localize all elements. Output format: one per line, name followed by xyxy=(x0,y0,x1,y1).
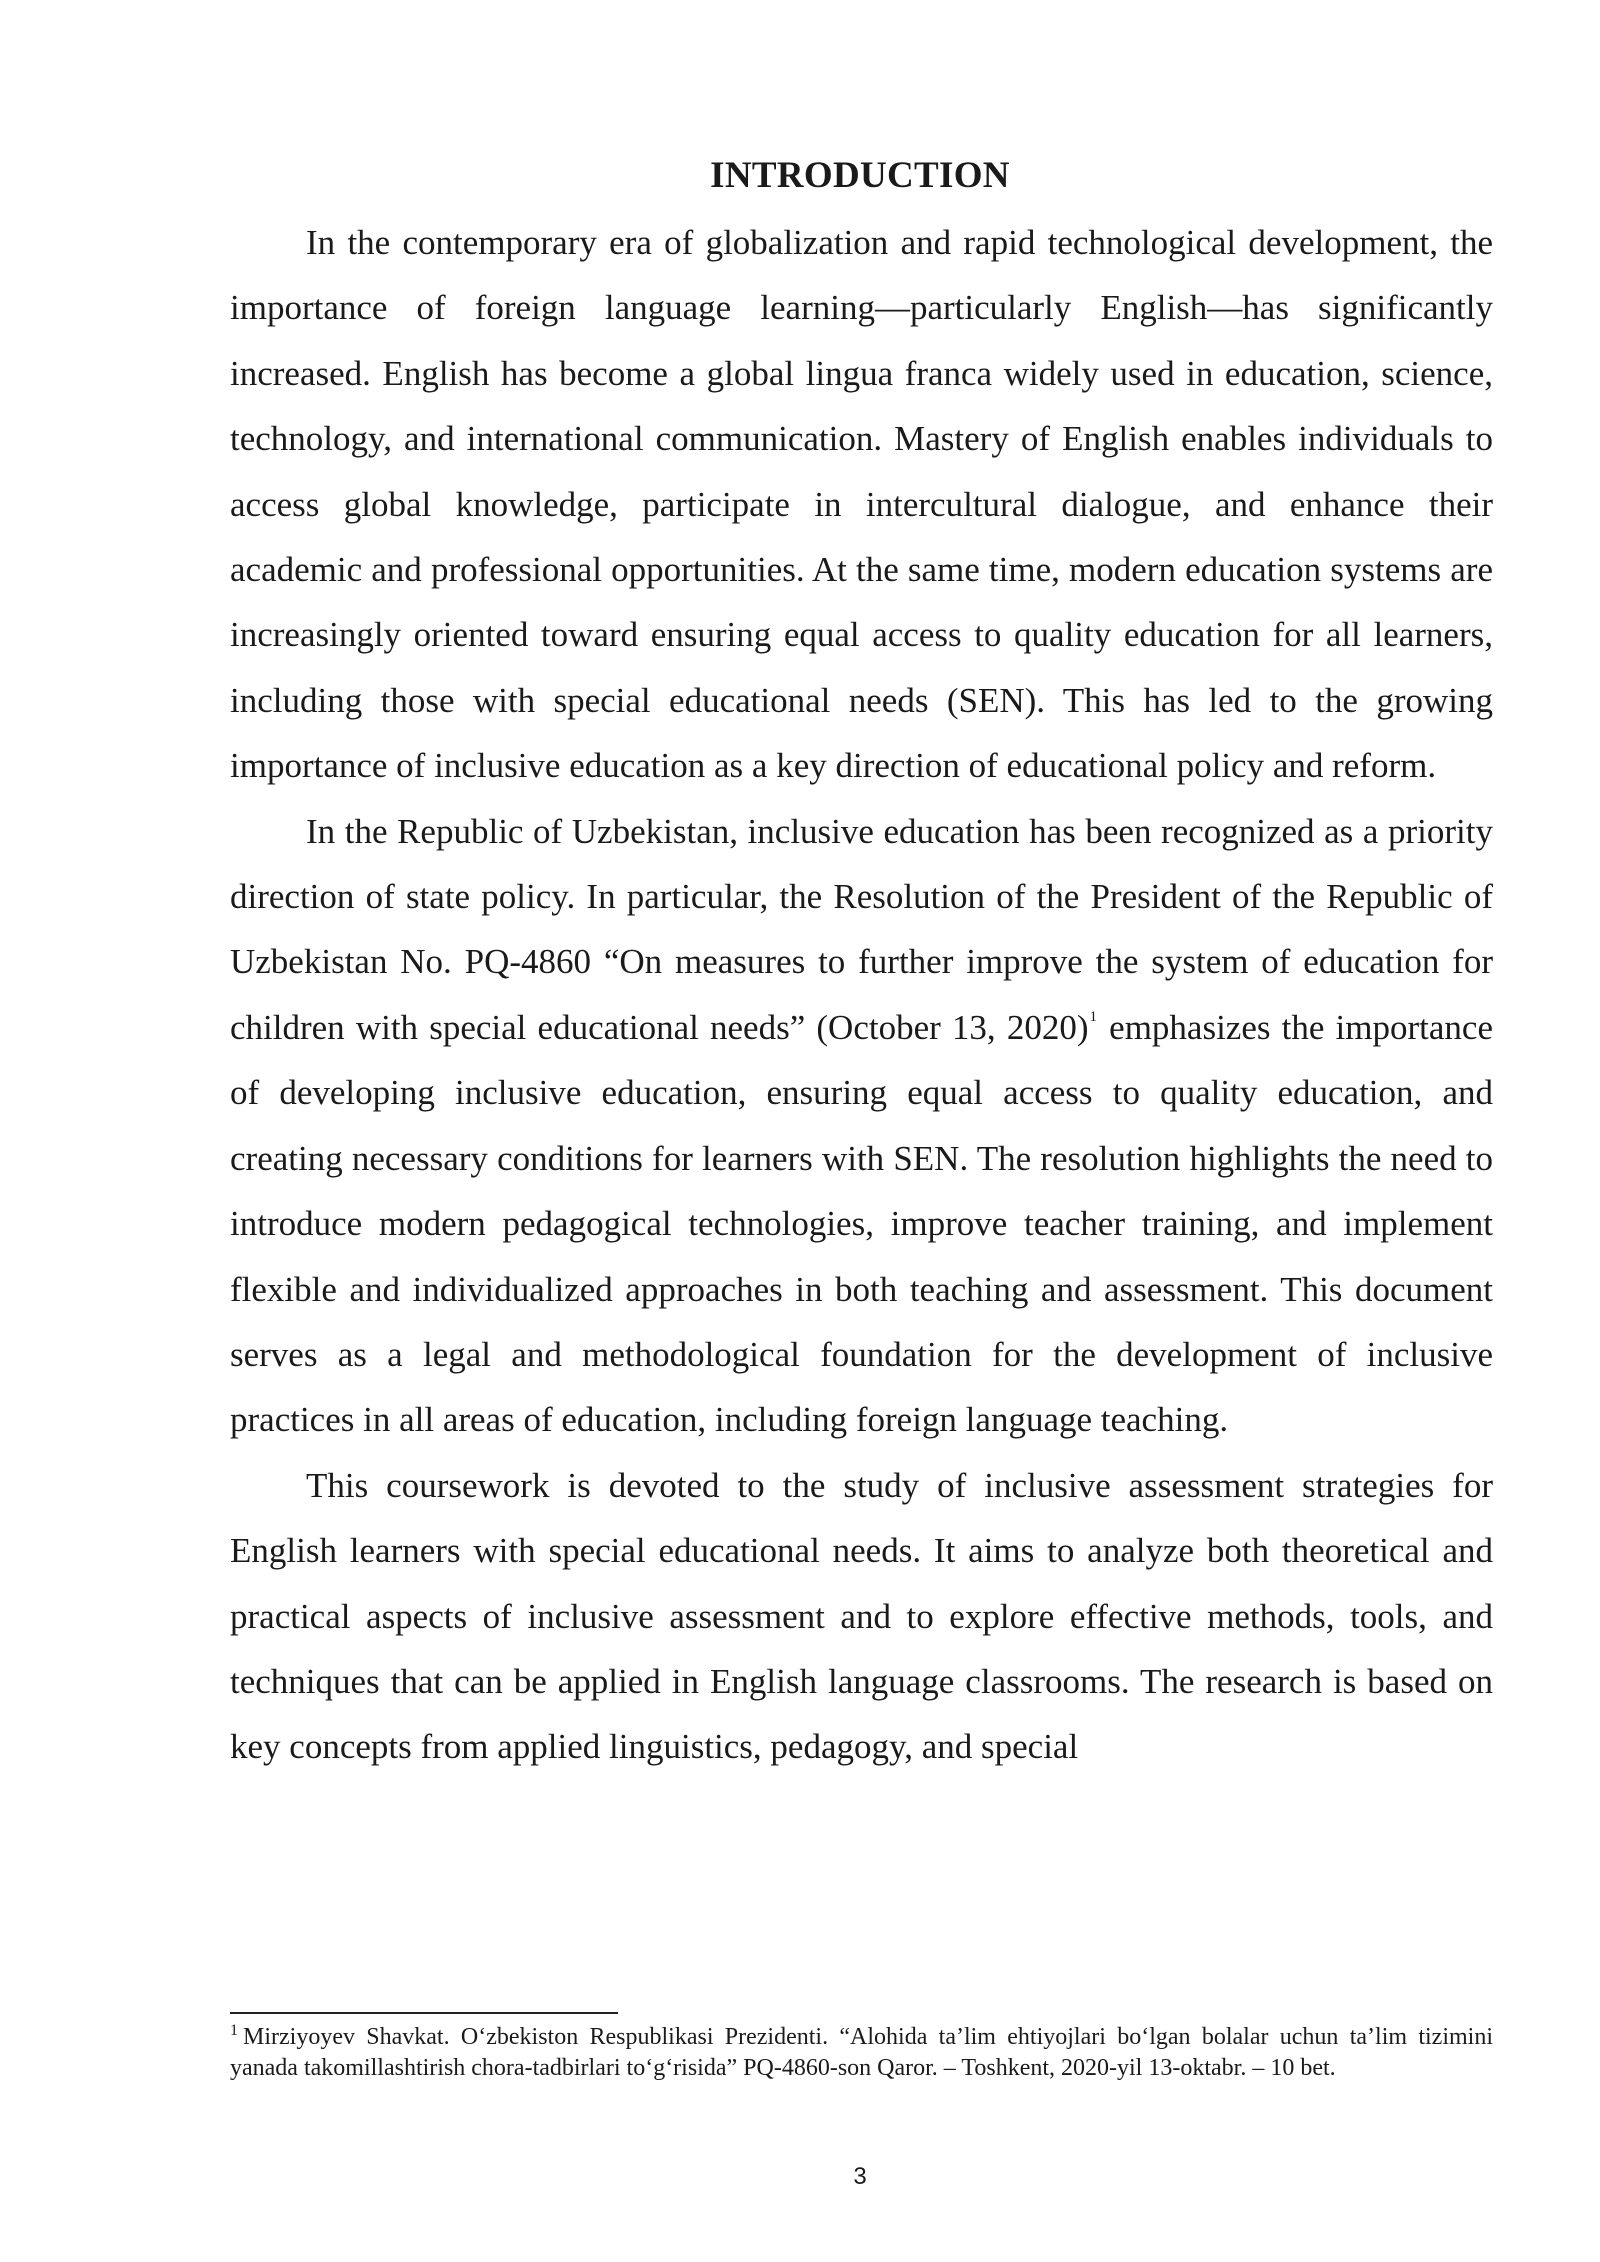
paragraph-2-text-after-reference: emphasizes the importance of developing inclusive education, ensuring equal access to quality education, and creating necessary conditions for learners with SEN. The resolution highlights the need to introduce modern pedagogical technologies, improve teacher training, and implement flexible and individualized approaches in both teaching and assessment. This document serves as a legal and methodological foundation for the development of inclusive practices in all areas of education, including foreign language teaching. xyxy=(230,1007,1493,1440)
paragraph-1: In the contemporary era of globalization and rapid technological development, the importance of foreign language learning—particularly English—has significantly increased. English has become a global lingua franca widely used in education, science, technology, and international communication. Mastery of English enables individuals to access global knowledge, participate in intercultural dialogue, and enhance their academic and professional opportunities. At the same time, modern education systems are increasingly oriented toward ensuring equal access to quality education for all learners, including those with special educational needs (SEN). This has led to the growing importance of inclusive education as a key direction of educational policy and reform. xyxy=(230,223,1493,786)
body-text xyxy=(230,210,1493,1780)
page-number: 3 xyxy=(853,2163,867,2190)
footnote-mark: 1 xyxy=(230,2022,238,2039)
footnote-reference-mark: 1 xyxy=(1089,1008,1097,1025)
paragraph-3: This coursework is devoted to the study of inclusive assessment strategies for English learners with special educational needs. It aims to analyze both theoretical and practical aspects of inclusive assessment and to explore effective methods, tools, and techniques that can be applied in English language classrooms. The research is based on key concepts from applied linguistics, pedagogy, and special xyxy=(230,1465,1493,1767)
footnote-text: Mirziyoyev Shavkat. O‘zbekiston Respublikasi Prezidenti. “Alohida ta’lim ehtiyojlari bo‘lgan bolalar uchun ta’lim tizimini yanada takomillashtirish chora-tadbirlari to‘g‘risida” PQ-4860-son Qaror. – Toshkent, 2020-yil 13-oktabr. – 10 bet. xyxy=(230,2024,1493,2081)
section-heading: INTRODUCTION xyxy=(710,155,1010,196)
footnote-separator xyxy=(230,2012,618,2014)
paragraph-2 xyxy=(230,799,1493,1453)
paragraph-2-text-before-reference: In the Republic of Uzbekistan, inclusive education has been recognized as a priority direction of state policy. In particular, the Resolution of the President of the Republic of Uzbekistan No. PQ-4860 “On measures to further improve the system of education for children with special educational needs” (October 13, 2020) xyxy=(230,811,1493,1047)
footnote xyxy=(230,2022,1493,2084)
